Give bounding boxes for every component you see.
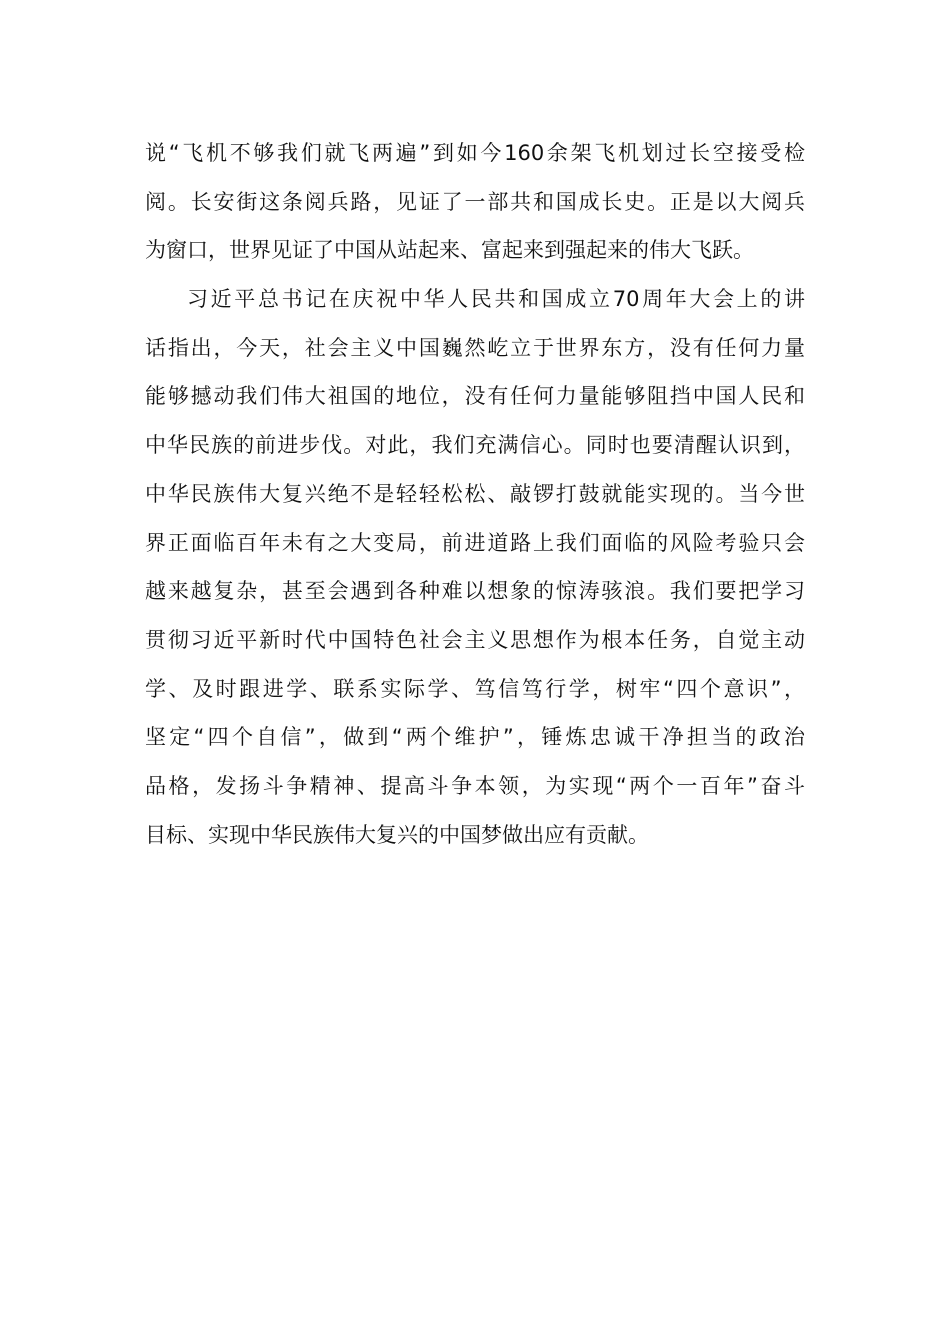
- paragraph-1: [145, 129, 805, 275]
- text-line: 贯彻习近平新时代中国特色社会主义思想作为根本任务，自觉主动: [145, 627, 805, 652]
- text-line: 品格，发扬斗争精神、提高斗争本领，为实现“两个一百年”奋斗: [145, 773, 805, 798]
- text-line: 为窗口，世界见证了中国从站起来、富起来到强起来的伟大飞跃。: [145, 238, 754, 263]
- text-line: 话指出，今天，社会主义中国巍然屹立于世界东方，没有任何力量: [145, 335, 805, 360]
- text-line: 坚定“四个自信”，做到“两个维护”，锤炼忠诚干净担当的政治: [145, 725, 805, 750]
- text-line: 越来越复杂，甚至会遇到各种难以想象的惊涛骇浪。我们要把学习: [145, 579, 805, 604]
- text-line: 目标、实现中华民族伟大复兴的中国梦做出应有贡献。: [145, 822, 649, 847]
- text-line: 中华民族的前进步伐。对此，我们充满信心。同时也要清醒认识到，: [145, 433, 805, 458]
- text-line: 说“飞机不够我们就飞两遍”到如今160余架飞机划过长空接受检: [145, 141, 805, 165]
- text-line: 界正面临百年未有之大变局，前进道路上我们面临的风险考验只会: [145, 530, 805, 555]
- paragraph-2: [145, 275, 805, 859]
- text-line: 习近平总书记在庆祝中华人民共和国成立70周年大会上的讲: [187, 287, 805, 312]
- text-line: 学、及时跟进学、联系实际学、笃信笃行学，树牢“四个意识”，: [145, 676, 805, 701]
- text-line: 中华民族伟大复兴绝不是轻轻松松、敲锣打鼓就能实现的。当今世: [145, 481, 805, 506]
- text-line: 能够撼动我们伟大祖国的地位，没有任何力量能够阻挡中国人民和: [145, 384, 805, 409]
- text-line: 阅。长安街这条阅兵路，见证了一部共和国成长史。正是以大阅兵: [145, 189, 805, 214]
- document-body: [145, 129, 805, 859]
